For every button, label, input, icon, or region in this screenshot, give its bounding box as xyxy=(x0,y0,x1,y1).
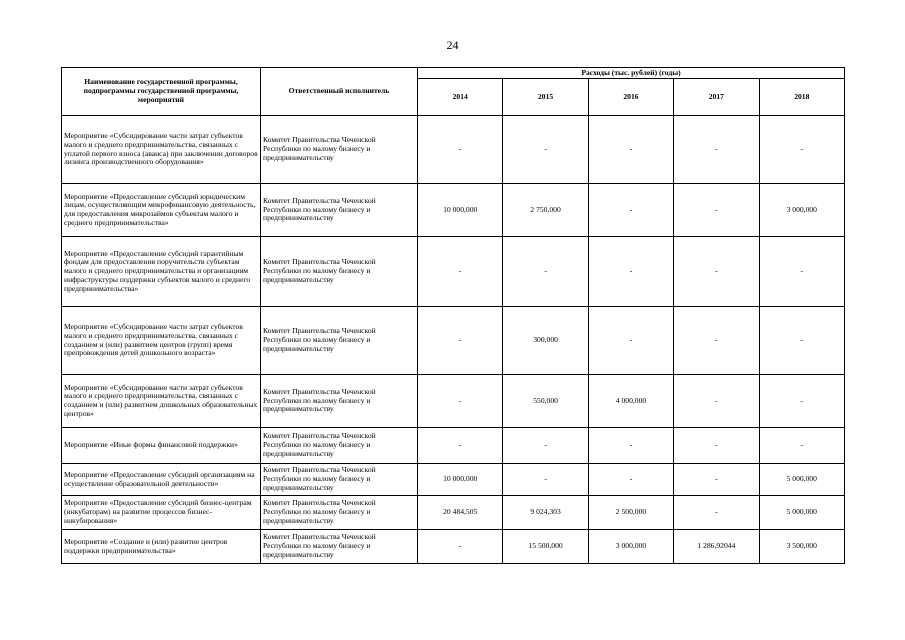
value-2014: - xyxy=(418,428,503,464)
value-2018: 3 000,000 xyxy=(759,184,844,237)
value-2014: - xyxy=(418,116,503,184)
value-2014: 10 000,000 xyxy=(418,184,503,237)
value-2017: - xyxy=(674,375,759,428)
value-2014: 20 484,505 xyxy=(418,496,503,530)
value-2016: - xyxy=(588,237,673,307)
header-year-2015: 2015 xyxy=(503,79,588,116)
row-executor: Комитет Правительства Чеченской Республики по малому бизнесу и предпринимательству xyxy=(261,184,418,237)
value-2016: 3 000,000 xyxy=(588,530,673,564)
table-row xyxy=(62,530,845,564)
value-2017: - xyxy=(674,184,759,237)
value-2018: - xyxy=(759,375,844,428)
row-name: Мероприятие «Предоставление субсидий бизнес-центрам (инкубаторам) на развитие процессов бизнес-инкубирования» xyxy=(62,496,261,530)
value-2015: 2 750,000 xyxy=(503,184,588,237)
value-2015: 15 500,000 xyxy=(503,530,588,564)
value-2014: - xyxy=(418,530,503,564)
table-row xyxy=(62,307,845,375)
value-2014: 10 000,000 xyxy=(418,464,503,496)
value-2016: - xyxy=(588,307,673,375)
value-2015: - xyxy=(503,428,588,464)
table-row xyxy=(62,496,845,530)
row-name: Мероприятие «Создание и (или) развитие центров поддержки предпринимательства» xyxy=(62,530,261,564)
table-row xyxy=(62,464,845,496)
value-2017: - xyxy=(674,428,759,464)
row-executor: Комитет Правительства Чеченской Республики по малому бизнесу и предпринимательству xyxy=(261,375,418,428)
row-executor: Комитет Правительства Чеченской Республики по малому бизнесу и предпринимательству xyxy=(261,307,418,375)
value-2014: - xyxy=(418,375,503,428)
value-2015: - xyxy=(503,237,588,307)
row-name: Мероприятие «Предоставление субсидий юридическим лицам, осуществляющим микрофинансовую деятельность, для предоставления микрозаймов субъектам малого и среднего предпринимательства» xyxy=(62,184,261,237)
value-2017: - xyxy=(674,116,759,184)
value-2016: 4 000,000 xyxy=(588,375,673,428)
value-2018: 5 000,000 xyxy=(759,496,844,530)
value-2015: - xyxy=(503,464,588,496)
header-year-2018: 2018 xyxy=(759,79,844,116)
row-executor: Комитет Правительства Чеченской Республики по малому бизнесу и предпринимательству xyxy=(261,496,418,530)
row-name: Мероприятие «Субсидирование части затрат субъектов малого и среднего предпринимательства, связанных с созданием и (или) развитием дошкольных образовательных центров» xyxy=(62,375,261,428)
value-2015: 550,000 xyxy=(503,375,588,428)
row-name: Мероприятие «Предоставление субсидий гарантийным фондам для предоставления поручительств субъектам малого и среднего предпринимательства и организациям инфраструктуры поддержки субъектов малого и среднего предпринимательства» xyxy=(62,237,261,307)
value-2018: - xyxy=(759,307,844,375)
value-2017: 1 286,92044 xyxy=(674,530,759,564)
header-year-2014: 2014 xyxy=(418,79,503,116)
header-executor: Ответственный исполнитель xyxy=(261,68,418,116)
page-number: 24 xyxy=(446,38,459,52)
table-row xyxy=(62,116,845,184)
header-year-2016: 2016 xyxy=(588,79,673,116)
value-2018: - xyxy=(759,116,844,184)
value-2017: - xyxy=(674,307,759,375)
row-executor: Комитет Правительства Чеченской Республики по малому бизнесу и предпринимательству xyxy=(261,464,418,496)
value-2016: - xyxy=(588,428,673,464)
value-2018: 5 000,000 xyxy=(759,464,844,496)
value-2018: - xyxy=(759,237,844,307)
value-2017: - xyxy=(674,464,759,496)
row-name: Мероприятие «Субсидирование части затрат субъектов малого и среднего предпринимательства, связанных с созданием и (или) развитием центров (групп) время препровождения детей дошкольного возраста» xyxy=(62,307,261,375)
value-2015: - xyxy=(503,116,588,184)
row-executor: Комитет Правительства Чеченской Республики по малому бизнесу и предпринимательству xyxy=(261,530,418,564)
header-year-2017: 2017 xyxy=(674,79,759,116)
value-2015: 9 024,303 xyxy=(503,496,588,530)
table-row xyxy=(62,237,845,307)
header-name: Наименование государственной программы, подпрограммы государственной программы, мероприятий xyxy=(62,68,261,116)
row-name: Мероприятие «Субсидирование части затрат субъектов малого и среднего предпринимательства, связанных с уплатой первого взноса (аванса) при заключении договоров лизинга производственного оборудования» xyxy=(62,116,261,184)
expenses-table xyxy=(61,67,845,564)
value-2016: - xyxy=(588,116,673,184)
table-row xyxy=(62,428,845,464)
value-2018: - xyxy=(759,428,844,464)
row-name: Мероприятие «Предоставление субсидий организациям на осуществление образовательной деятельности» xyxy=(62,464,261,496)
row-executor: Комитет Правительства Чеченской Республики по малому бизнесу и предпринимательству xyxy=(261,428,418,464)
header-expenses: Расходы (тыс. рублей) (годы) xyxy=(418,68,845,79)
value-2016: - xyxy=(588,184,673,237)
value-2016: - xyxy=(588,464,673,496)
row-name: Мероприятие «Иные формы финансовой поддержки» xyxy=(62,428,261,464)
value-2016: 2 500,000 xyxy=(588,496,673,530)
row-executor: Комитет Правительства Чеченской Республики по малому бизнесу и предпринимательству xyxy=(261,116,418,184)
value-2018: 3 500,000 xyxy=(759,530,844,564)
row-executor: Комитет Правительства Чеченской Республики по малому бизнесу и предпринимательству xyxy=(261,237,418,307)
value-2014: - xyxy=(418,237,503,307)
table-row xyxy=(62,375,845,428)
value-2014: - xyxy=(418,307,503,375)
value-2017: - xyxy=(674,237,759,307)
value-2017: - xyxy=(674,496,759,530)
value-2015: 300,000 xyxy=(503,307,588,375)
table-row xyxy=(62,184,845,237)
